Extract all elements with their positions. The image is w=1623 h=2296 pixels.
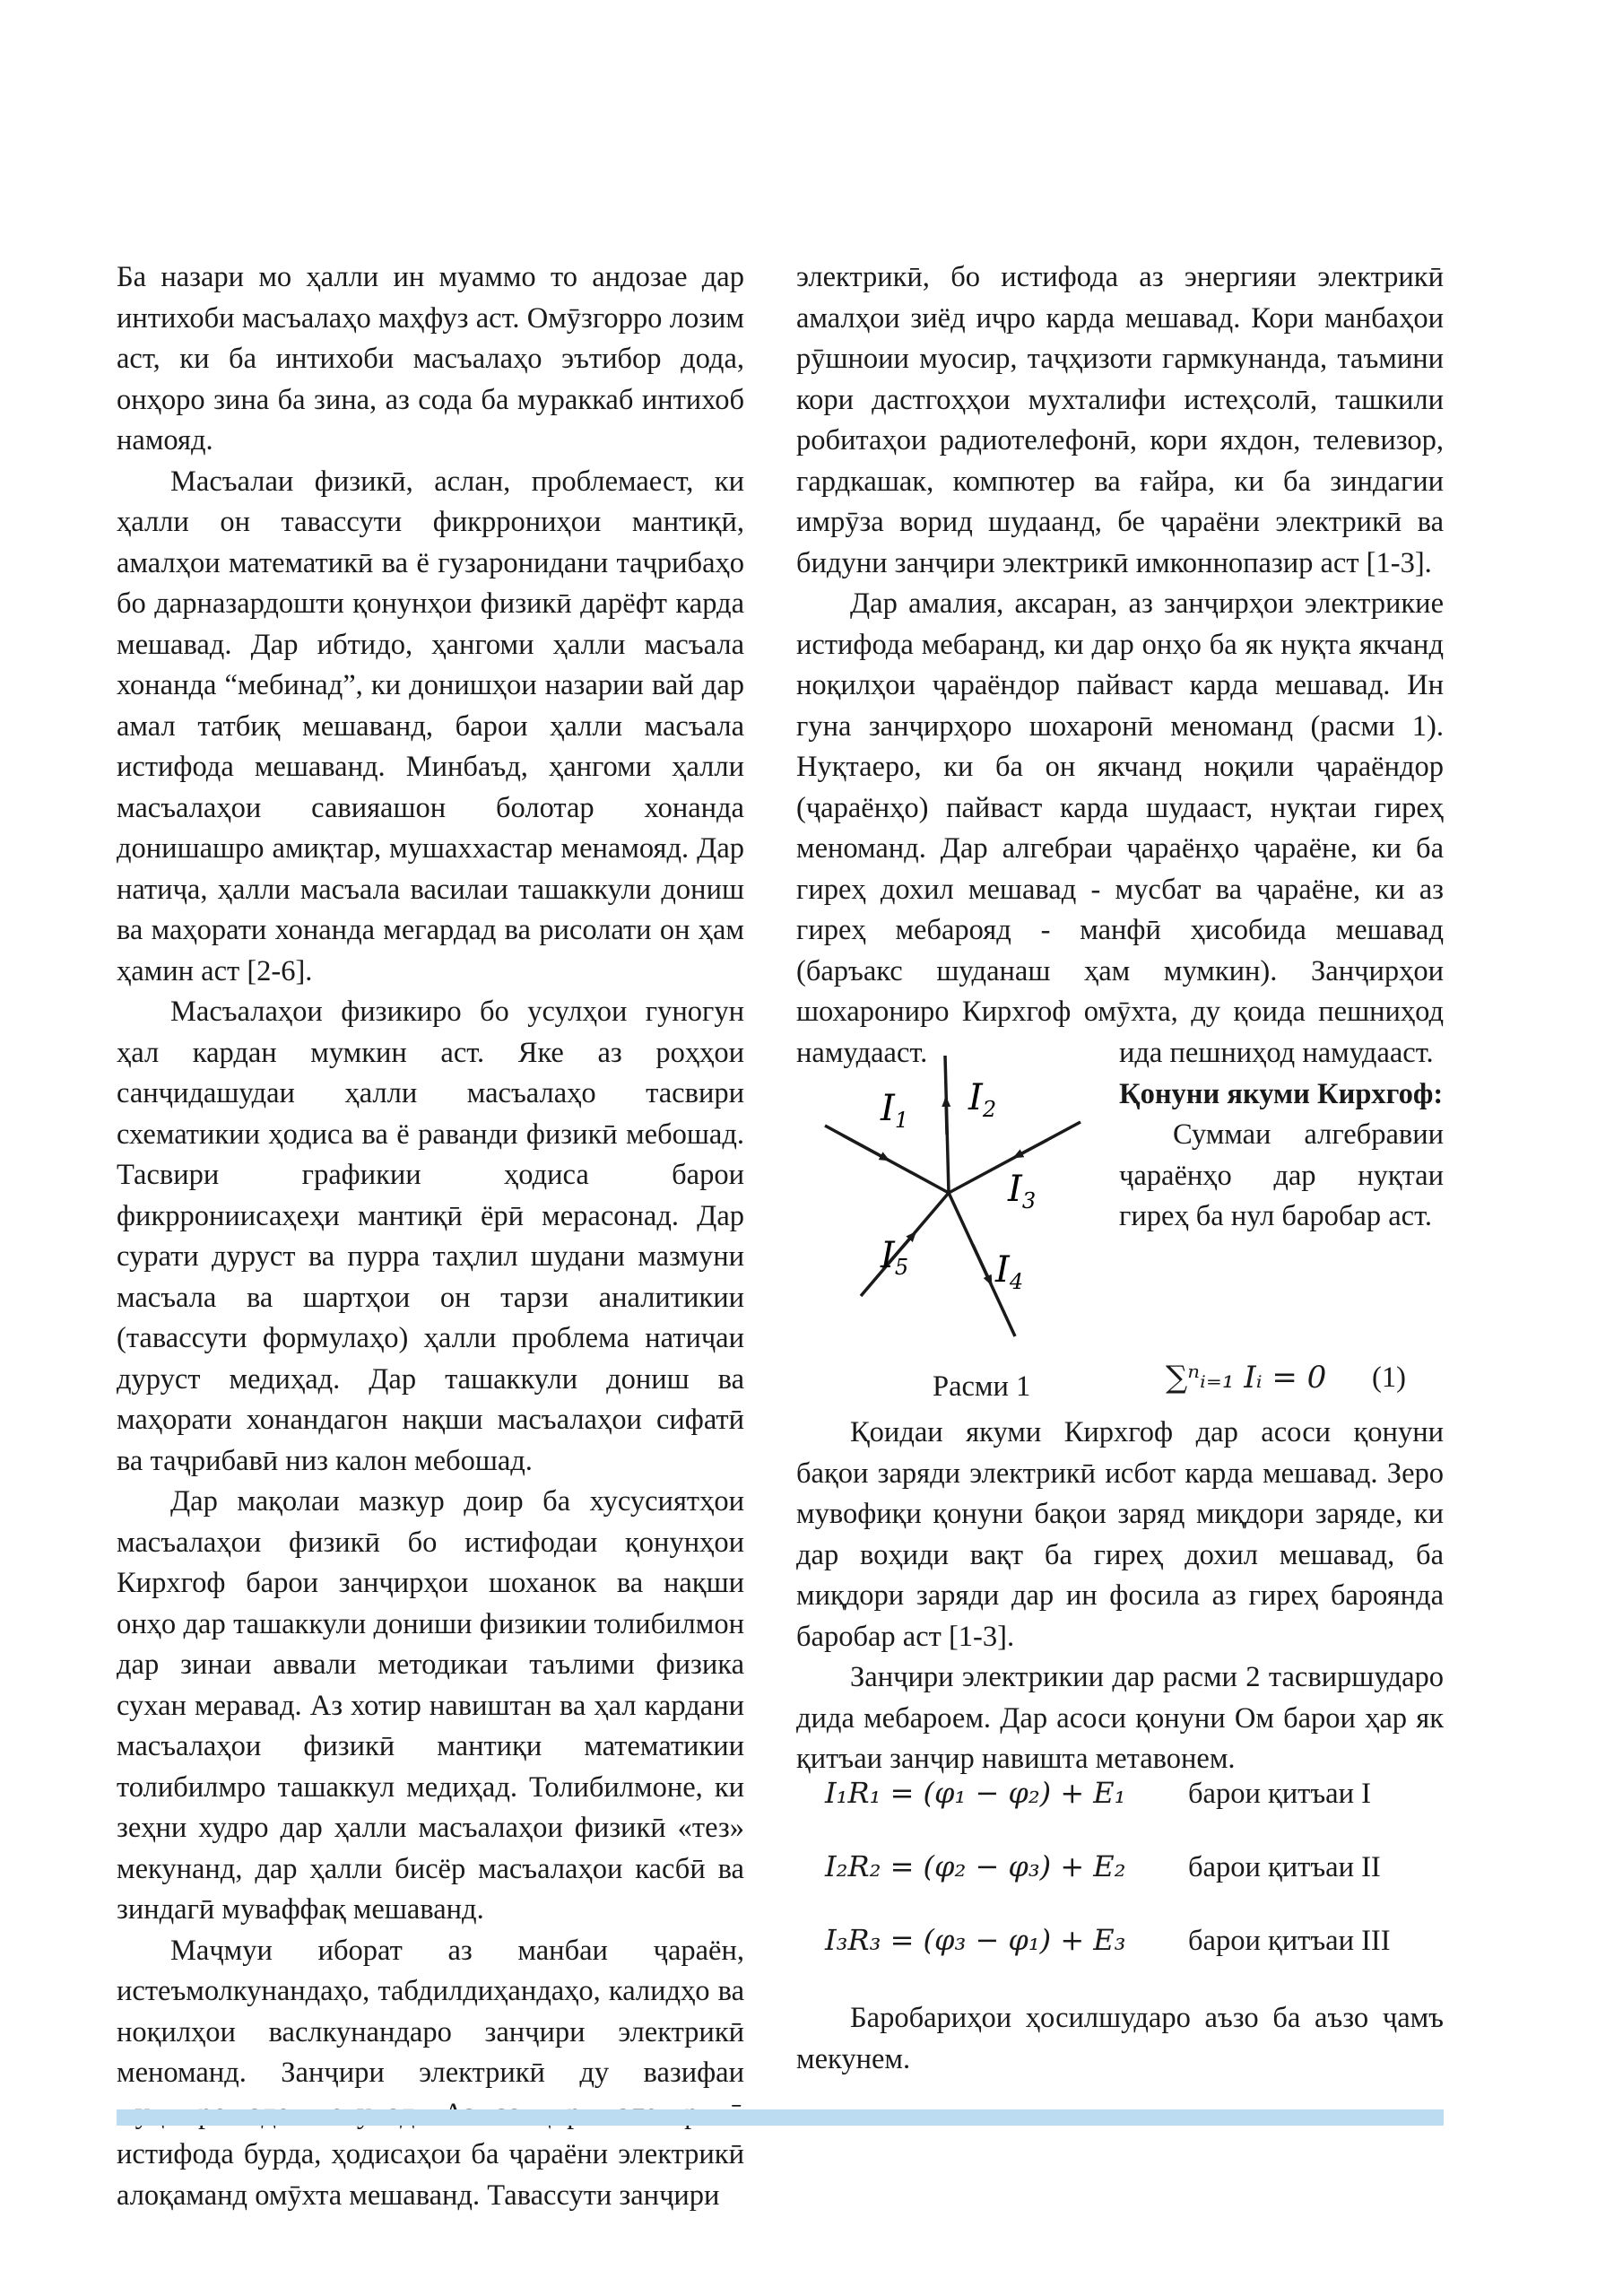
law-intro: ида пешниҳод намудааст. — [1119, 1037, 1434, 1069]
paragraph: Дар мақолаи мазкур доир ба хусусиятҳои масъалаҳои физикӣ бо истифодаи қонунҳои Кирхгоф барои занҷирҳои шоханок ва нақши онҳо дар ташаккули дониши физикии толибилмон дар зинаи аввали методикаи таълими физика сухан меравад. Аз хотир навиштан ва ҳал кардани масъалаҳои физикӣ мантиқи математикии толибилмро ташаккул медиҳад. Толибилмоне, ки зеҳни худро дар ҳалли масъалаҳои физикӣ «тез» мекунанд, дар ҳалли бисёр масъалаҳои касбӣ ва зиндагӣ муваффақ мешаванд. — [117, 1485, 744, 1926]
paragraph: Масъалаҳои физикиро бо усулҳои гуногун ҳал кардан мумкин аст. Яке аз роҳҳои санҷидашудаи ҳалли масъалаҳо тасвири схематикии ҳодиса ва ё раванди физикӣ мебошад. Тасвири графикии ҳодиса барои фикррониисаҳеҳи мантиқӣ ёрӣ мерасонад. Дар сурати дуруст ва пурра таҳлил шудани мазмуни масъала ва шартҳои он тарзи аналитикии (тавассути формулаҳо) ҳалли проблема натиҷаи дуруст медиҳад. Дар ташаккули дониш ва маҳорати хонандагон нақши масъалаҳои сифатӣ ва таҷрибавӣ низ калон мебошад. — [117, 996, 744, 1477]
equation-2: I₂R₂ = (φ₂ − φ₃) + E₂ — [825, 1849, 1126, 1883]
paragraph: Занҷири электрикии дар расми 2 тасвиршударо дида мебароем. Дар асоси қонуни Ом барои ҳар як қитъаи занҷир навишта метавонем. — [796, 1661, 1444, 1775]
equation-3-note: барои қитъаи III — [1188, 1925, 1391, 1957]
kirchhoff-law-block — [1119, 1033, 1444, 1238]
junction-figure — [807, 1045, 1148, 1350]
paragraph: Дар амалия, аксаран, аз занҷирҳои электрикие истифода мебаранд, ки дар онҳо ба як нуқта якчанд ноқилҳои ҷараёндор пайваст карда мешавад. Ин гуна занҷирҳоро шохаронӣ меноманд (расми 1). Нуқтаеро, ки ба он якчанд ноқили ҷараёндор (ҷараёнҳо) пайваст карда шудааст, нуқтаи гиреҳ меноманд. Дар алгебраи ҷараёнҳо ҷараёне, ки ба гиреҳ дохил мешавад - мусбат ва ҷараёне, ки аз гиреҳ мебарояд - манфӣ ҳисобида мешавад (баръакс шуданаш ҳам мумкин). Занҷирҳои шохарониро Кирхгоф омӯхта, ду қоида пешниҳод намудааст. — [796, 587, 1444, 1069]
label-i3: $I_3$ — [1008, 1169, 1037, 1213]
paragraph: Масъалаи физикӣ, аслан, проблемаест, ки ҳалли он тавассути фикррониҳои мантиқӣ, амалҳои математикӣ ва ё гузаронидани таҷрибаҳо бо дарназардошти қонунҳои физикӣ дарёфт карда мешавад. Дар ибтидо, ҳангоми ҳалли масъала хонанда “мебинад”, ки донишҳои назарии вай дар амал татбиқ мешаванд, барои ҳалли масъала истифода мешаванд. Минбаъд, ҳангоми ҳалли масъалаҳои савияашон болотар хонанда донишашро амиқтар, мушаххастар менамояд. Дар натиҷа, ҳалли масъала василаи ташаккули дониш ва маҳорати хонанда мегардад ва рисолати он ҳам ҳамин аст [2-6]. — [117, 465, 744, 987]
label-i2: $I_2$ — [968, 1077, 997, 1122]
law-text: Суммаи алгебравии ҷараёнҳо дар нуқтаи гиреҳ ба нул баробар аст. — [1119, 1118, 1444, 1232]
figure-caption: Расми 1 — [933, 1370, 1031, 1403]
paragraph: Қоидаи якуми Кирхгоф дар асоси қонуни бақои заряди электрикӣ исбот карда мешавад. Зеро мувофиқи қонуни бақои заряд миқдори заряде, ки дар воҳиди вақт ба гиреҳ дохил мешавад, ба миқдори заряди дар ин фосила аз гиреҳ бароянда баробар аст [1-3]. — [796, 1416, 1444, 1653]
equation-1: I₁R₁ = (φ₁ − φ₂) + E₁ — [825, 1776, 1126, 1810]
law-title: Қонуни якуми Кирхгоф: — [1119, 1077, 1444, 1110]
footer-bar — [117, 2109, 1444, 2126]
label-i4: $I_4$ — [995, 1249, 1024, 1294]
equation-2-note: барои қитъаи II — [1188, 1851, 1381, 1883]
paragraph: Ба назари мо ҳалли ин муаммо то андозае дар интихоби масъалаҳо маҳфуз аст. Омӯзгорро лозим аст, ки ба интихоби масъалаҳо эътибор дода, онҳоро зина ба зина, аз сода ба мураккаб интихоб намояд. — [117, 261, 744, 457]
equation-3: I₃R₃ = (φ₃ − φ₁) + E₃ — [825, 1923, 1126, 1957]
label-i5: $I_5$ — [881, 1235, 909, 1280]
paragraph: Маҷмуи иборат аз манбаи ҷараён, истеъмолкунандаҳо, табдилдиҳандаҳо, калидҳо ва ноқилҳои васлкунандаро занҷири электрикӣ меноманд. Занҷири электрикӣ ду вазифаи истифода бурда, ҳодисаҳои ба ҷараёни электрикӣ алоқаманд омӯхта мешаванд. Тавассути занҷири — [117, 1934, 744, 2212]
paragraph: электрикӣ, бо истифода аз энергияи электрикӣ амалҳои зиёд иҷро карда мешавад. Кори манбаҳои рӯшноии муосир, таҷҳизоти гармкунанда, таъмини кори дастгоҳҳои мухталифи истеҳсолӣ, ташкили робитаҳои радиотелефонӣ, кори яхдон, телевизор, гардкашак, компютер ва ғайра, ки ба зиндагии имрӯза ворид шудаанд, бе ҷараёни электрикӣ ва бидуни занҷири электрикӣ имконнопазир аст [1-3]. — [796, 261, 1444, 579]
kirchhoff-sum-equation: ∑ⁿᵢ₌₁ Iᵢ = 0 — [1166, 1360, 1327, 1396]
right-column-closing — [796, 1998, 1444, 2080]
equation-1-note: барои қитъаи I — [1188, 1778, 1371, 1810]
paragraph: Баробариҳои ҳосилшударо аъзо ба аъзо ҷамъ мекунем. — [796, 2002, 1444, 2075]
equation-number: (1) — [1372, 1361, 1406, 1394]
right-column-lower — [796, 1413, 1444, 1780]
label-i1: $I_1$ — [881, 1088, 909, 1133]
left-column — [117, 257, 744, 2216]
